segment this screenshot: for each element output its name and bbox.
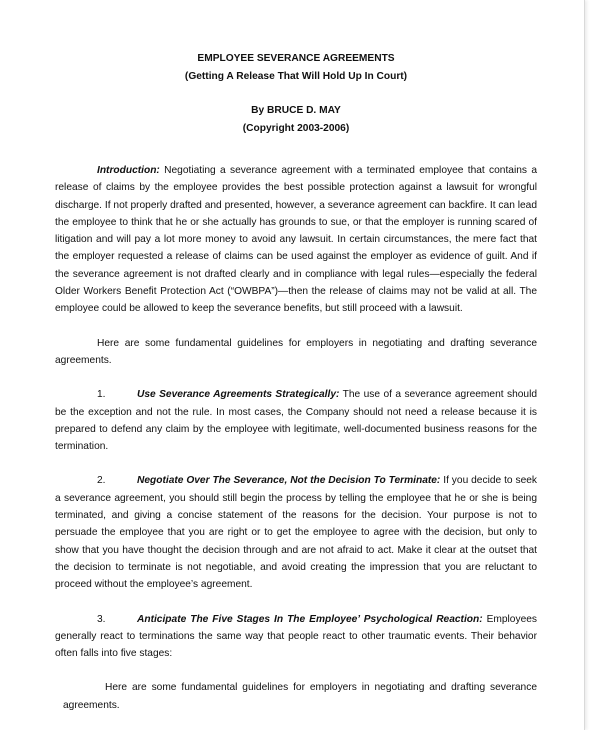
item-number: 1. [97,389,106,401]
intro-text: Negotiating a severance agreement with a terminated employee that contains a release of claims by the employee provides the best possible protection against a lawsuit for wrongful discharge. If not properly drafted and presented, however, a severance agreement can backfire. It can lead the employee to think that he or she actually has grounds to sue, or that the employer is running scared of litigation and will pay a lot more money to avoid any lawsuit. In certain circumstances, the mere fact that the employer requested a release of claims can be used against the employer as evidence of guilt. And if the severance agreement is not drafted clearly and in compliance with legal rules—especially the federal Older Workers Benefit Protection Act (“OWBPA”)—then the release of claims may not be valid at all. The employee could be allowed to keep the severance benefits, but still proceed with a lawsuit. [55,165,537,315]
item-number: 2. [97,475,106,487]
item-text: Employees generally react to terminations the same way that people react to other traumatic events. Their behavior often falls into five stages: [55,613,537,660]
copyright-line: (Copyright 2003-2006) [242,123,350,134]
item-heading: Anticipate The Five Stages In The Employee’ Psychological Reaction: [137,613,483,625]
author-line: By BRUCE D. MAY [251,105,341,116]
guidelines-intro-paragraph: Here are some fundamental guidelines for employers in negotiating and drafting severance agreements. [55,337,537,366]
guideline-item-3 [55,611,537,663]
guideline-item-2 [55,472,537,593]
item-number: 3. [97,613,106,625]
document-title: EMPLOYEE SEVERANCE AGREEMENTS [197,53,395,64]
item-text: The use of a severance agreement should be the exception and not the rule. In most cases, the Company should not need a release because it is prepared to defend any claim by the employee with legitimate, well-documented business reasons for the termination. [55,389,538,453]
closing-paragraph: Here are some fundamental guidelines for employers in negotiating and drafting severance agreements. [63,682,537,711]
author-block [55,102,537,138]
guideline-item-1 [55,386,537,455]
document-body [55,50,537,714]
item-text: If you decide to seek a severance agreement, you should still begin the process by telling the employee that he or she is being terminated, and giving a concise statement of the reasons for the decision. Your purpose is not to persuade the employee that you are right or to get the employee to agree with the decision, but only to show that you have thought the decision through and are not afraid to act. Make it clear at the outset that the decision to terminate is not negotiable, and avoid creating the impression that you are reluctant to proceed without the employee’s agreement. [55,475,537,591]
intro-heading: Introduction: [97,165,160,176]
item-heading: Negotiate Over The Severance, Not the Decision To Terminate: [137,475,441,487]
document-subtitle: (Getting A Release That Will Hold Up In Court) [184,71,408,82]
item-heading: Use Severance Agreements Strategically: [137,389,340,401]
intro-paragraph [55,162,537,318]
